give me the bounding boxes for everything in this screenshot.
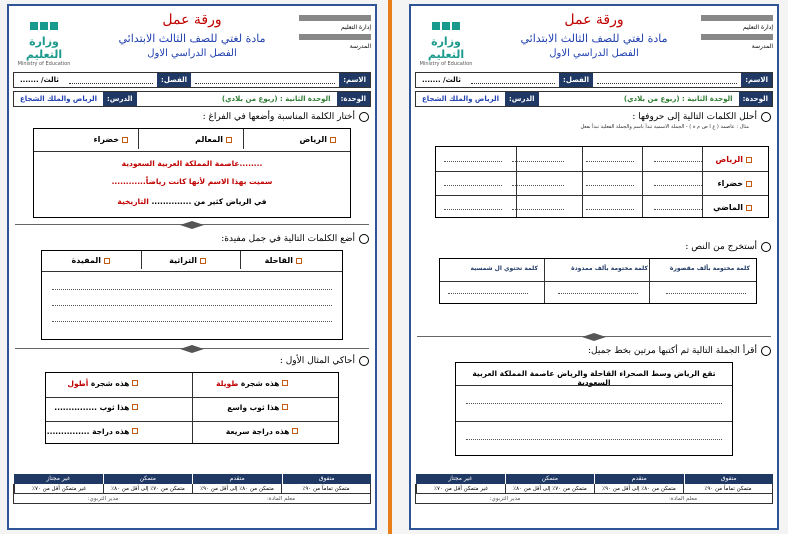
section-separator <box>15 344 369 354</box>
question-3: أحاكي المثال الأول : <box>280 356 369 366</box>
imitate-table: هذه شجرة طويلة هذه شجرة أطول هذا ثوب واسع هذا ثوب ............... هذه دراجة سريعة هذه دراجة ............... <box>45 372 339 444</box>
worksheet-title: ورقة عمل <box>564 12 624 28</box>
word-option: خضراء <box>94 135 128 144</box>
worksheet-left <box>7 4 377 530</box>
extract-table: كلمة مختومة بألف مقصورة كلمة مختومة بألف ممدودة كلمة تحتوي ال شمسية <box>439 258 757 304</box>
subject-line: مادة لغتي للصف الثالث الابتدائي <box>520 32 668 45</box>
worksheet-header <box>411 10 777 70</box>
question-3: أقرأ الجملة التالية ثم أكتبها مرتين بخط جميل: <box>588 346 771 356</box>
letters-table: الرياض خضراء الماضي <box>435 146 769 218</box>
question-1: أحلل الكلمات التالية إلى حروفها : <box>632 112 771 122</box>
word-option: المعالم <box>195 135 232 144</box>
handwriting-box: تقع الرياض وسط الصحراء القاحلة والرياض عاصمة المملكة العربية السعودية <box>455 362 733 456</box>
page-divider <box>388 0 392 534</box>
ministry-logo: وزارة التعليم Ministry of Education <box>415 16 477 62</box>
sentence-1: ........عاصمة المملكة العربية السعودية <box>121 159 263 168</box>
subject-line: مادة لغتي للصف الثالث الابتدائي <box>118 32 266 45</box>
worksheet-right <box>409 4 779 530</box>
semester-line: الفصل الدراسي الاول <box>549 48 639 59</box>
word-option: الرياض <box>300 135 337 144</box>
ministry-logo: وزارة التعليم Ministry of Education <box>13 16 75 62</box>
word-cell: القاحلة <box>265 256 302 265</box>
question-2: أضع الكلمات التالية في جمل مفيدة: <box>221 234 369 244</box>
unit-info-row: الوحدة: الوحدة الثانية : (ربوع من بلادي) الدرس: الرياض والملك الشجاع <box>13 91 371 107</box>
section-separator <box>417 332 771 342</box>
school-emblem: إدارة التعليم المدرسة <box>299 12 371 66</box>
name-field[interactable] <box>195 76 335 84</box>
unit-info-row: الوحدة: الوحدة الثانية : (ربوع من بلادي) الدرس: الرياض والملك الشجاع <box>415 91 773 107</box>
word-cell: التراثية <box>169 256 206 265</box>
sentence-3: في الرياض كثير من .............. التاريخية <box>117 197 267 206</box>
word-cell: المفيدة <box>72 256 110 265</box>
assessment-footer: متفوق متقدم متمكن غير مجتاز متمكن تماماً من ٩٠٪ متمكن من ٨٠٪ إلى أقل من ٩٠٪ متمكن من ٧٠٪ إلى أقل من ٨٠٪ غير متمكن أقل من ٧٠٪ معلم المادة: مدير التربوي: <box>13 474 371 526</box>
worksheet-title: ورقة عمل <box>162 12 222 28</box>
name-field[interactable] <box>597 76 737 84</box>
fill-blank-box <box>33 128 351 218</box>
question-1: أختار الكلمة المناسبة وأضعها في الفراغ : <box>203 112 369 122</box>
semester-line: الفصل الدراسي الاول <box>147 48 237 59</box>
assessment-footer: متفوق متقدم متمكن غير مجتاز متمكن تماماً من ٩٠٪ متمكن من ٨٠٪ إلى أقل من ٩٠٪ متمكن من ٧٠٪ إلى أقل من ٨٠٪ غير متمكن أقل من ٧٠٪ معلم المادة: مدير التربوي: <box>415 474 773 526</box>
question-2: أستخرج من النص : <box>685 242 771 252</box>
student-info-row: الاسم: الفصل: ثالث/ ....... <box>13 72 371 88</box>
sentence-2: سميت بهذا الاسم لأنها كانت رياضاً............ <box>111 177 273 186</box>
sentence-table <box>41 250 343 340</box>
example-note: مثال : عاصمة ( ع ا ص م ة ) - الجملة الاسمية تبدأ باسم والجملة الفعلية تبدأ بفعل <box>580 124 749 130</box>
student-info-row: الاسم: الفصل: ثالث/ ....... <box>415 72 773 88</box>
section-separator <box>15 220 369 230</box>
school-emblem: إدارة التعليم المدرسة <box>701 12 773 66</box>
worksheet-header <box>9 10 375 70</box>
